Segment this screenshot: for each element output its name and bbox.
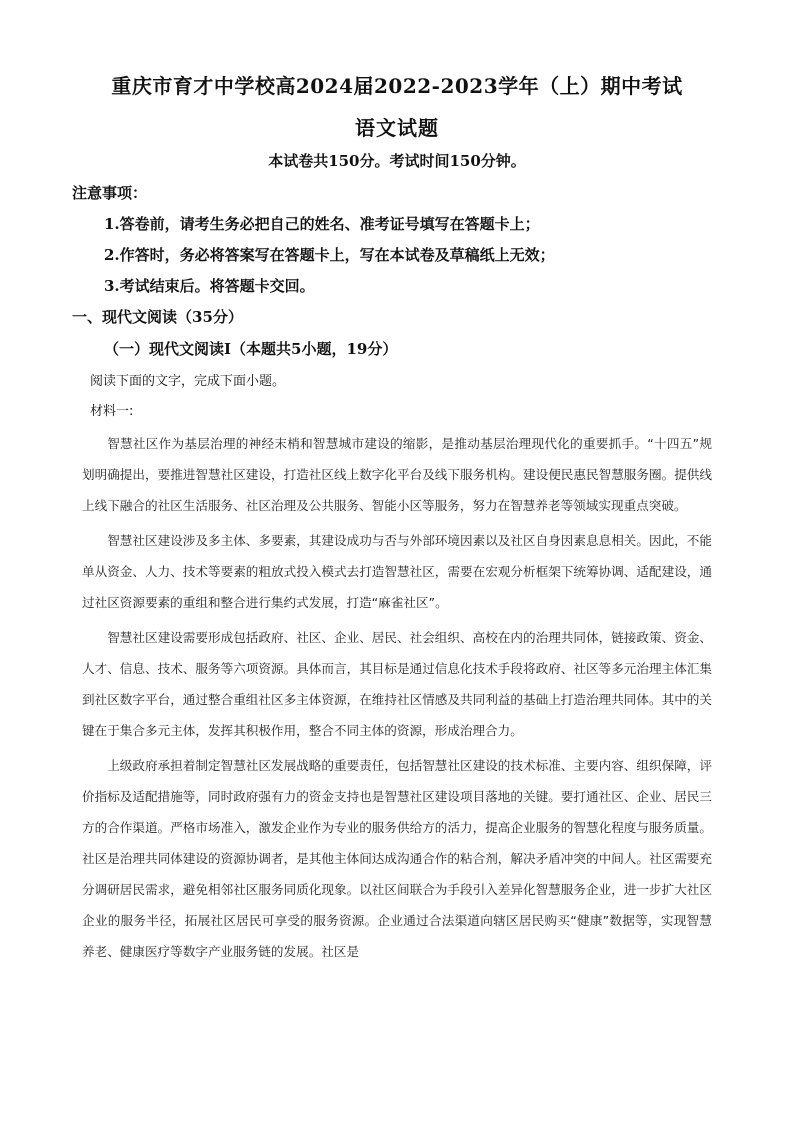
- notes-item-2: 2.作答时，务必将答案写在答题卡上，写在本试卷及草稿纸上无效；: [104, 246, 555, 264]
- section-heading: 一、现代文阅读（35分）: [72, 308, 243, 326]
- paragraph: 智慧社区作为基层治理的神经末梢和智慧城市建设的缩影，是推动基层治理现代化的重要抓手。“十四五”规划明确提出，要推进智慧社区建设，打造社区线上数字化平台及线下服务机构。建设便民惠民智慧服务圈。提供线上线下融合的社区生活服务、社区治理及公共服务、智能小区等服务，努力在智慧养老等领域实现重点突破。: [82, 436, 712, 513]
- article-body: [82, 428, 712, 971]
- notes-item-1: 1.答卷前，请考生务必把自己的姓名、准考证号填写在答题卡上；: [104, 215, 540, 233]
- paragraph: 智慧社区建设需要形成包括政府、社区、企业、居民、社会组织、高校在内的治理共同体，链接政策、资金、人才、信息、技术、服务等六项资源。具体而言，其目标是通过信息化技术手段将政府、社区等多元治理主体汇集到社区数字平台，通过整合重组社区多主体资源，在维持社区情感及共同利益的基础上打造治理共同体。其中的关键在于集合多元主体，发挥其积极作用，整合不同主体的资源，形成治理合力。: [82, 630, 712, 738]
- notes-heading: 注意事项：: [72, 184, 148, 202]
- material-label: 材料一:: [90, 404, 134, 419]
- subsection-heading: （一）现代文阅读Ⅰ（本题共5小题，19分）: [104, 340, 398, 358]
- exam-info: 本试卷共150分。考试时间150分钟。: [268, 152, 526, 170]
- exam-title: 重庆市育才中学校高2024届2022-2023学年（上）期中考试: [111, 74, 683, 98]
- paragraph: 智慧社区建设涉及多主体、多要素，其建设成功与否与外部环境因素以及社区自身因素息息相关。因此，不能单从资金、人力、技术等要素的粗放式投入模式去打造智慧社区，需要在宏观分析框架下统筹协调、适配建设，通过社区资源要素的重组和整合进行集约式发展，打造“麻雀社区”。: [82, 533, 712, 610]
- notes-item-3: 3.考试结束后。将答题卡交回。: [104, 277, 315, 295]
- exam-subject: 语文试题: [355, 116, 439, 140]
- reading-instruction: 阅读下面的文字，完成下面小题。: [90, 374, 286, 389]
- paragraph: 上级政府承担着制定智慧社区发展战略的重要责任，包括智慧社区建设的技术标准、主要内容、组织保障，评价指标及适配措施等，同时政府强有力的资金支持也是智慧社区建设项目落地的关键。要打通社区、企业、居民三方的合作渠道。严格市场准入，激发企业作为专业的服务供给方的活力，提高企业服务的智慧化程度与服务质量。社区是治理共同体建设的资源协调者，是其他主体间达成沟通合作的粘合剂，解决矛盾冲突的中间人。社区需要充分调研居民需求，避免相邻社区服务同质化现象。以社区间联合为手段引入差异化智慧服务企业，进一步扩大社区企业的服务半径，拓展社区居民可享受的服务资源。企业通过合法渠道向辖区居民购买“健康”数据等，实现智慧养老、健康医疗等数字产业服务链的发展。社区是: [82, 758, 712, 959]
